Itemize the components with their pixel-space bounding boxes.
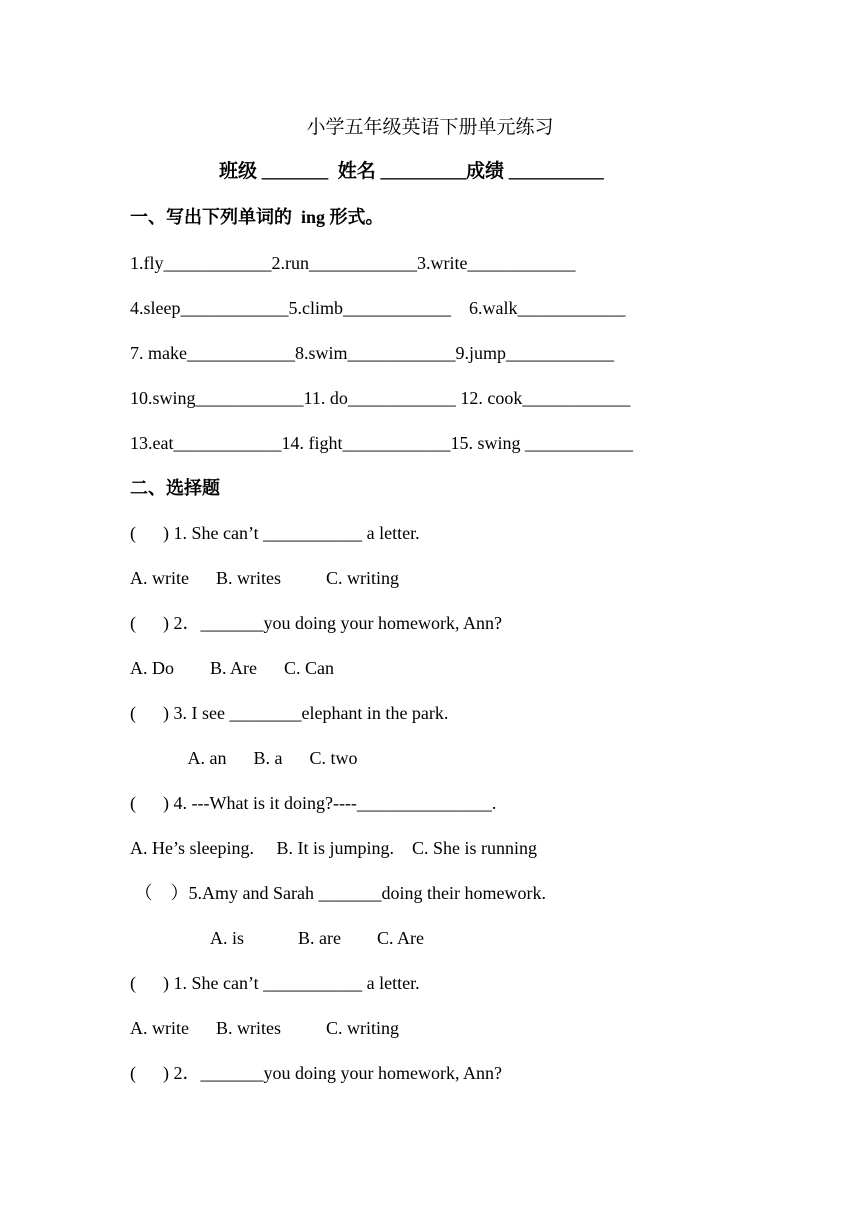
worksheet-title: 小学五年级英语下册单元练习 <box>306 117 554 138</box>
options-line: A. write B. writes C. writing <box>130 568 399 588</box>
word-row-3: 7. make____________8.swim____________9.jump____________ <box>130 343 614 363</box>
question-line: ( ) 2．_______you doing your homework, Ann? <box>130 1063 502 1083</box>
question-line: （ ）5.Amy and Sarah _______doing their homework. <box>130 883 546 903</box>
question-line: ( ) 3. I see ________elephant in the park. <box>130 703 449 723</box>
options-line: A. is B. are C. Are <box>130 928 424 948</box>
section-2-heading: 二、选择题 <box>130 478 220 498</box>
options-line: A. Do B. Are C. Can <box>130 658 334 678</box>
section-1-heading: 一、写出下列单词的 ing 形式。 <box>130 207 384 227</box>
word-row-4: 10.swing____________11. do____________ 12. cook____________ <box>130 388 631 408</box>
word-row-5: 13.eat____________14. fight____________15. swing ____________ <box>130 433 633 453</box>
question-line: ( ) 2．_______you doing your homework, Ann? <box>130 613 502 633</box>
question-line: ( ) 1. She can’t ___________ a letter. <box>130 973 420 993</box>
options-line: A. write B. writes C. writing <box>130 1018 399 1038</box>
student-info-line: 班级 _______ 姓名 _________成绩 __________ <box>219 161 604 182</box>
word-row-1: 1.fly____________2.run____________3.write____________ <box>130 253 576 273</box>
question-line: ( ) 4. ---What is it doing?----_______________. <box>130 793 497 813</box>
question-line: ( ) 1. She can’t ___________ a letter. <box>130 523 420 543</box>
options-line: A. an B. a C. two <box>130 748 358 768</box>
word-row-2: 4.sleep____________5.climb____________ 6.walk____________ <box>130 298 626 318</box>
options-line: A. He’s sleeping. B. It is jumping. C. She is running <box>130 838 537 858</box>
